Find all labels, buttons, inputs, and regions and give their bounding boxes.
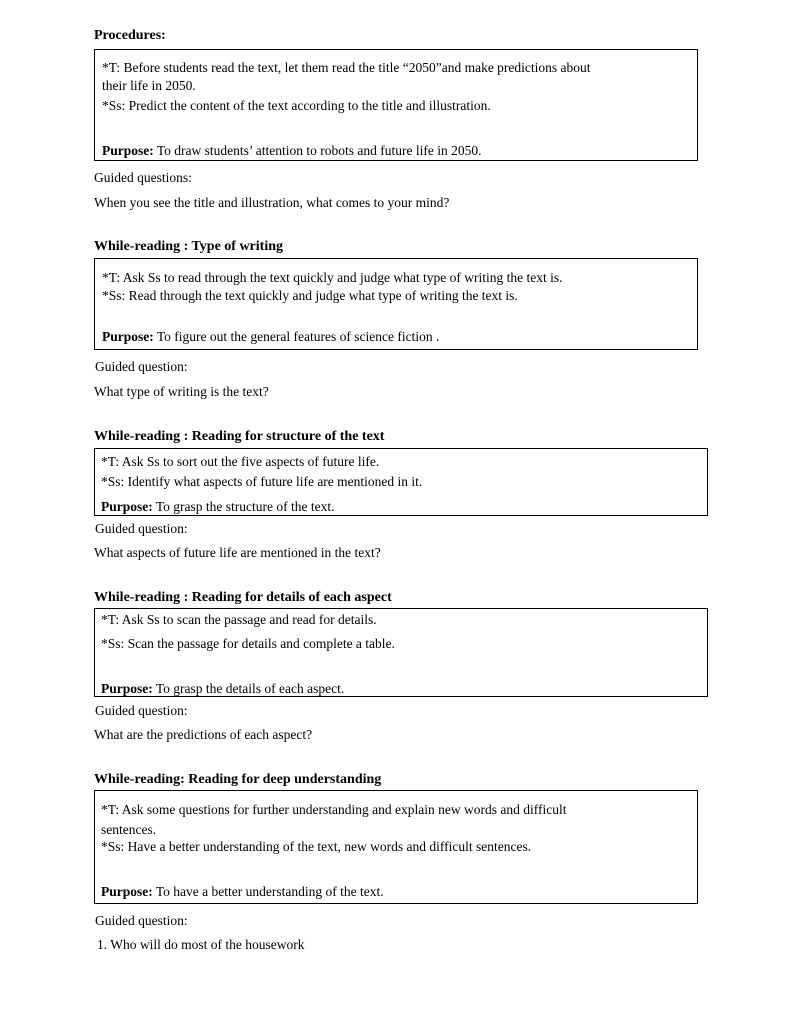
details-box <box>94 608 708 697</box>
teacher-step: *T: Ask Ss to scan the passage and read for details. <box>101 612 377 627</box>
section-heading-deep-understanding: While-reading: Reading for deep understanding <box>94 772 382 787</box>
teacher-step: *T: Ask some questions for further understanding and explain new words and difficult <box>101 802 567 817</box>
guided-question-label: Guided question: <box>95 913 188 928</box>
purpose-label: Purpose: <box>101 499 153 514</box>
guided-question: What type of writing is the text? <box>94 384 269 399</box>
guided-question: What are the predictions of each aspect? <box>94 727 313 742</box>
deep-understanding-box <box>94 790 698 904</box>
purpose-label: Purpose: <box>101 681 153 696</box>
guided-question: When you see the title and illustration, what comes to your mind? <box>94 195 450 210</box>
student-step: *Ss: Scan the passage for details and complete a table. <box>101 636 395 651</box>
guided-questions-label: Guided questions: <box>94 170 192 185</box>
guided-question: 1. Who will do most of the housework <box>97 937 305 952</box>
guided-question: What aspects of future life are mentioned in the text? <box>94 545 381 560</box>
purpose-text: To draw students’ attention to robots and future life in 2050. <box>153 143 482 158</box>
purpose-text: To grasp the details of each aspect. <box>152 681 345 696</box>
purpose-line <box>101 681 344 697</box>
procedures-heading: Procedures: <box>94 28 166 43</box>
student-step: *Ss: Read through the text quickly and judge what type of writing the text is. <box>102 288 518 303</box>
teacher-step-continued: sentences. <box>101 822 157 837</box>
section-heading-details: While-reading : Reading for details of each aspect <box>94 590 392 605</box>
purpose-label: Purpose: <box>102 143 154 158</box>
guided-question-label: Guided question: <box>95 359 188 374</box>
student-step: *Ss: Predict the content of the text according to the title and illustration. <box>102 98 491 113</box>
purpose-text: To grasp the structure of the text. <box>152 499 335 514</box>
purpose-label: Purpose: <box>101 884 153 899</box>
teacher-step-continued: their life in 2050. <box>102 78 196 93</box>
teacher-step: *T: Ask Ss to sort out the five aspects of future life. <box>101 454 380 469</box>
guided-question-label: Guided question: <box>95 703 188 718</box>
purpose-line <box>101 884 384 900</box>
purpose-line <box>101 499 335 515</box>
guided-question-label: Guided question: <box>95 521 188 536</box>
student-step: *Ss: Have a better understanding of the text, new words and difficult sentences. <box>101 839 532 854</box>
purpose-text: To figure out the general features of science fiction . <box>153 329 440 344</box>
purpose-label: Purpose: <box>102 329 154 344</box>
purpose-line <box>102 143 482 159</box>
structure-box <box>94 448 708 516</box>
section-heading-structure: While-reading : Reading for structure of the text <box>94 429 385 444</box>
section-heading-type-of-writing: While-reading : Type of writing <box>94 239 283 254</box>
teacher-step: *T: Ask Ss to read through the text quickly and judge what type of writing the text is. <box>102 270 563 285</box>
student-step: *Ss: Identify what aspects of future life are mentioned in it. <box>101 474 423 489</box>
purpose-line <box>102 329 439 345</box>
procedures-box <box>94 49 698 161</box>
purpose-text: To have a better understanding of the text. <box>152 884 384 899</box>
type-of-writing-box <box>94 258 698 350</box>
teacher-step: *T: Before students read the text, let them read the title “2050”and make predictions about <box>102 60 591 75</box>
